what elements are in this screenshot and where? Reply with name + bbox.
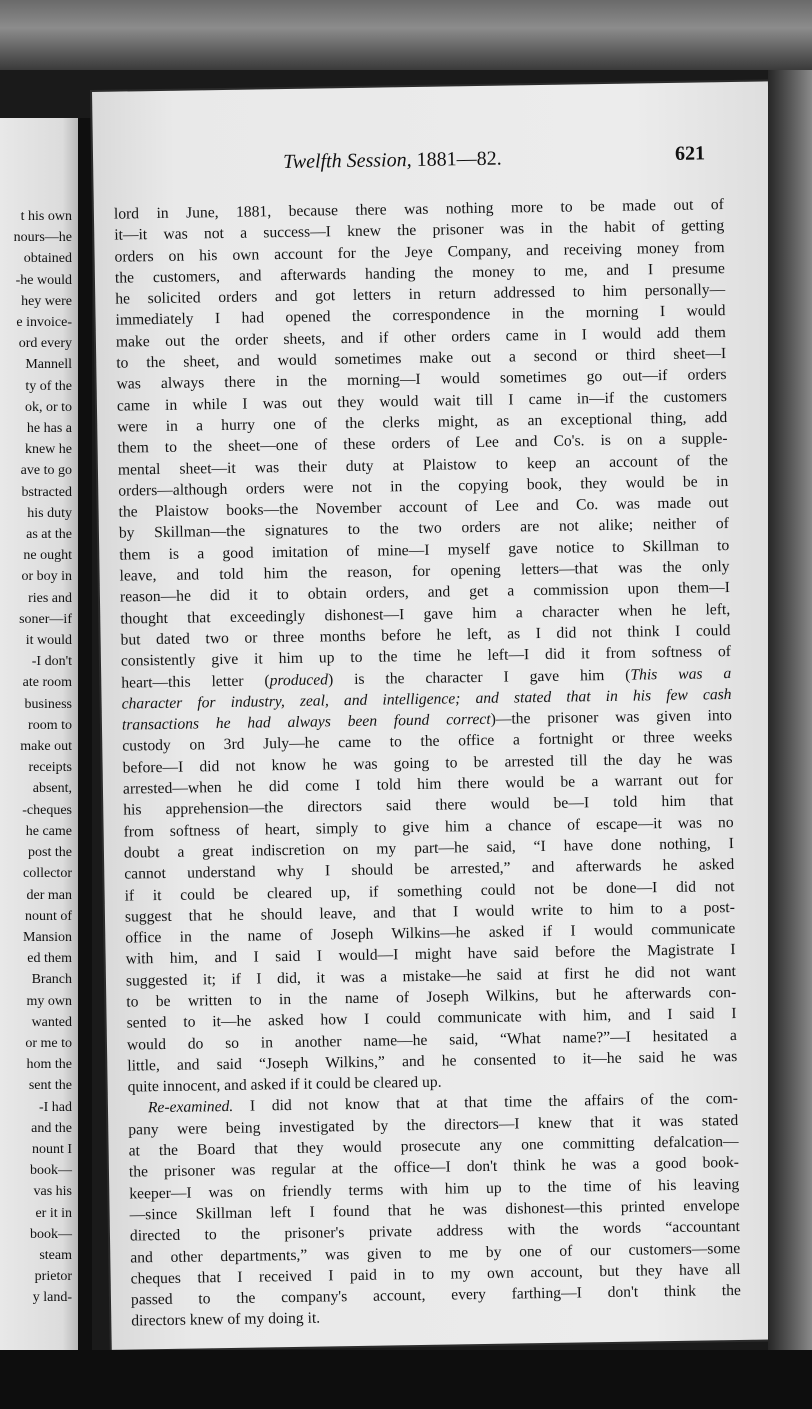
left-page-line: hey were — [21, 293, 72, 309]
left-page-line: bstracted — [21, 484, 72, 500]
left-page-line: room to — [28, 717, 72, 733]
left-page-line: knew he — [24, 442, 72, 458]
body-line: office in the name of Joseph Wilkins—he asked if I would communicate — [125, 920, 736, 947]
left-page-line: his duty — [27, 505, 72, 521]
body-line: was always there in the morning—I would sometimes go out—if orders — [116, 366, 727, 394]
left-page-line: or me to — [25, 1035, 72, 1051]
body-line: suggest that he should leave, and that I would write to him to a post- — [124, 898, 736, 926]
left-page-line: e invoice- — [16, 315, 72, 331]
left-page-text-column — [0, 206, 78, 1309]
running-title-session: Twelfth Session, — [282, 148, 412, 174]
body-line: cheques that I received I paid in to my own account, but they have all — [130, 1260, 741, 1288]
body-text — [114, 194, 742, 1332]
left-page-line: t his own — [20, 209, 72, 224]
body-line: he solicited orders and got letters in return addressed to him personally— — [115, 281, 726, 308]
body-line: cannot understand why I should be arrested,” and afterwards he asked — [124, 856, 735, 883]
left-page-line: Mansion — [23, 929, 72, 945]
body-line: pany were being investigated by the directors—I knew that it was stated — [128, 1111, 739, 1139]
left-page-line: prietor — [34, 1269, 72, 1285]
left-page-line: -he would — [15, 272, 72, 288]
left-page-line: -cheques — [22, 802, 72, 818]
book-gutter — [78, 118, 92, 1358]
left-page-line: ord every — [18, 336, 72, 352]
body-line: them to the sheet—one of these orders of Lee and Co's. is on a supple- — [117, 430, 728, 457]
body-line-italic: character for industry, zeal, and intelligence; and stated that in his few cash — [121, 685, 732, 713]
left-page-line: -I don't — [31, 654, 72, 670]
body-line: custody on 3rd July—he came to the office a fortnight or three weeks — [122, 728, 733, 756]
scan-bottom-border — [0, 1350, 812, 1409]
left-page-line: he has a — [26, 421, 72, 437]
left-page-line: ne ought — [23, 548, 72, 564]
italic-transactions: transactions he had always been found correct — [121, 710, 491, 734]
left-page-line: er it in — [35, 1205, 72, 1221]
left-page-line: soner—if — [19, 611, 72, 627]
body-line: transactions he had always been found correct)—the prisoner was given into — [121, 707, 733, 734]
body-line: but dated two or three months before he left, as I did not think I could — [120, 621, 731, 649]
left-page-line: my own — [26, 993, 72, 1009]
left-page-line: or boy in — [21, 569, 72, 585]
scan-right-edge — [768, 70, 812, 1409]
left-page-line: business — [24, 696, 72, 712]
body-line: consistently give it him up to the time he left—I did it from softness of — [120, 643, 732, 670]
left-page-line: vas his — [33, 1184, 72, 1200]
left-page-line: der man — [26, 887, 72, 903]
left-page-line: hom the — [26, 1057, 72, 1073]
italic-produced: produced — [269, 670, 329, 689]
left-page-line: -I had — [38, 1099, 72, 1115]
body-line: by Skillman—the signatures to the two orders are not alike; neither of — [118, 515, 729, 543]
page-number: 621 — [674, 142, 706, 165]
page-header — [93, 143, 769, 184]
left-page-line: make out — [20, 739, 72, 755]
left-page-line: and the — [31, 1120, 72, 1136]
body-block-1 — [114, 194, 731, 672]
body-line: passed to the company's account, every farthing—I don't think the — [130, 1282, 742, 1309]
body-line: orders—although orders were not in the copying book, they would be in — [118, 472, 729, 500]
body-block-2 — [122, 726, 738, 1098]
reexamined-line: Re-examined. I did not know that at that time the affairs of the com- — [147, 1090, 739, 1117]
body-line: reason—he did it to obtain orders, and get a commission upon them—I — [119, 579, 731, 606]
body-line: lord in June, 1881, because there was nothing more to be made out of — [113, 196, 724, 223]
body-line: suggested it; if I did, it was a mistake—he said at first he did not want — [125, 962, 737, 990]
body-line: doubt a great indiscretion on my part—he said, “I have done nothing, I — [123, 834, 735, 862]
body-line: mental sheet—it was their duty at Plaistow to keep an account of the — [117, 451, 728, 479]
left-page-line: receipts — [28, 760, 72, 776]
body-line: to the sheet, and would sometimes make out a second or third sheet—I — [116, 345, 727, 372]
left-page-line: steam — [39, 1247, 72, 1263]
left-page-line: Mannell — [25, 357, 72, 373]
left-page-line: y land- — [32, 1290, 72, 1306]
body-line: the prisoner was regular at the office—I don't think he was a good book- — [128, 1154, 740, 1181]
running-title — [283, 148, 502, 174]
italic-character-note: This was a — [630, 664, 732, 684]
left-page-line: post the — [28, 845, 72, 861]
running-title-years: 1881—82. — [416, 147, 502, 171]
body-line: and other departments,” was given to me by one of our customers—some — [130, 1239, 741, 1267]
left-page-line: ate room — [22, 675, 72, 691]
body-line: came in while I was out they would wait till I came in—if the customers — [116, 387, 727, 415]
body-block-3 — [128, 1110, 741, 1333]
left-page-line: sent the — [28, 1078, 72, 1094]
body-line: his apprehension—the directors said there would be—I told him that — [123, 792, 734, 819]
body-line: the Plaistow books—the November account of Lee and Co. was made out — [118, 494, 729, 521]
left-page-line: it would — [25, 633, 72, 649]
body-line: it—it was not a success—I knew the prisoner was in the habit of getting — [114, 217, 725, 244]
main-page — [92, 81, 788, 1349]
body-line: the customers, and afterwards handing the money to me, and I presume — [114, 259, 725, 287]
left-page-line: ries and — [28, 590, 72, 606]
body-line: directors knew of my doing it. — [131, 1310, 321, 1330]
left-page-line: Branch — [31, 972, 72, 988]
left-page-line: nount I — [31, 1141, 72, 1157]
left-page-line: collector — [23, 866, 72, 882]
left-page-fragment — [0, 118, 88, 1358]
body-line: leave, and told him the reason, for opening letters—that was the only — [119, 558, 730, 585]
body-line: before—I did not know he was going to be arrested till the day he was — [122, 749, 733, 777]
left-page-line: wanted — [31, 1014, 72, 1030]
body-line: heart—this letter (produced) is the character I gave him (This was a — [121, 664, 732, 692]
body-line: to be written to in the name of Joseph Wilkins, but he afterwards con- — [126, 983, 737, 1011]
body-line: would do so in another name—he said, “What name?”—I hesitated a — [126, 1026, 738, 1054]
left-page-line: nount of — [24, 908, 72, 924]
body-line: were in a hurry one of the clerks might, as an exceptional thing, add — [117, 409, 728, 436]
left-page-line: ok, or to — [24, 399, 72, 415]
left-page-line: he came — [25, 823, 72, 839]
body-line: from softness of heart, simply to give him a chance of escape—it was no — [123, 813, 734, 841]
left-page-line: as at the — [26, 527, 72, 543]
body-line: immediately I had opened the correspondence in the morning I would — [115, 302, 726, 330]
body-line: them is a good imitation of mine—I myself gave notice to Skillman to — [119, 536, 730, 564]
body-line: with him, and I said I would—I might have said before the Magistrate I — [125, 941, 736, 968]
scan-top-border — [0, 0, 812, 70]
left-page-line: ty of the — [25, 378, 72, 394]
left-page-line: nours—he — [13, 230, 72, 246]
body-line: at the Board that they would prosecute any one committing defalcation— — [128, 1133, 739, 1160]
left-page-line: obtained — [23, 251, 72, 267]
body-line: sented to it—he asked how I could communicate with him, and I said I — [126, 1005, 737, 1032]
left-page-line: absent, — [32, 781, 72, 797]
left-page-line: ed them — [27, 951, 72, 967]
body-line: directed to the prisoner's private address with the words “accountant — [129, 1218, 741, 1245]
body-line: thought that exceedingly dishonest—I gave him a character when he left, — [120, 600, 731, 628]
body-line: —since Skillman left I found that he was dishonest—this printed envelope — [129, 1196, 740, 1224]
body-line: make out the order sheets, and if other orders came in I would add them — [115, 323, 726, 351]
body-line: keeper—I was on friendly terms with him up to the time of his leaving — [129, 1175, 740, 1203]
left-page-line: book— — [30, 1226, 72, 1242]
left-page-line: ave to go — [20, 463, 72, 479]
body-line: little, and said “Joseph Wilkins,” and he consented to it—he said he was — [127, 1047, 738, 1075]
body-line: quite innocent, and asked if it could be cleared up. — [127, 1073, 442, 1096]
reexamined-label: Re-examined. — [147, 1098, 234, 1117]
left-page-line: book— — [30, 1163, 72, 1179]
body-line: if it could be cleared up, if something could not be done—I did not — [124, 877, 735, 905]
body-line: arrested—when he did come I told him there would be a warrant out for — [122, 771, 734, 798]
body-line: orders on his own account for the Jeye Company, and receiving money from — [114, 238, 725, 266]
